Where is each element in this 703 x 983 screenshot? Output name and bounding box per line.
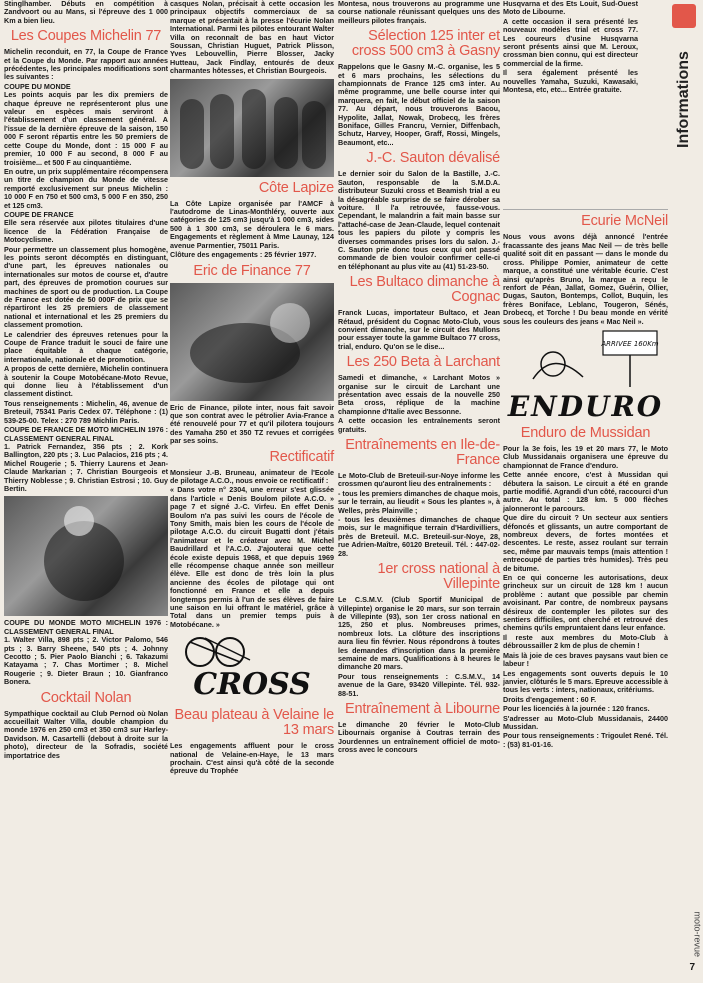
coupe-monde-label: COUPE DU MONDE — [4, 81, 71, 91]
bultaco-paragraph: Franck Lucas, importateur Bultaco, et Jean Rétaud, président du Cognac Moto-Club, vous convient dimanche, sur le circuit des Mullons pour essayer toute la gamme Bultaco 77 cross, trial, enduro. Qu'on se le dise... — [338, 308, 500, 351]
coupes-paragraph: Elle sera réservée aux pilotes titulaires d'une licence de la Fédération Française de Motocyclisme. — [4, 218, 168, 245]
mcneil-paragraph: Nous vous avons déjà annoncé l'entrée fracassante des jeans Mac Neil — de très belle qualité soit dit en passant — dans le monde du cross. Philippe Pomier, animateur de cette marque, a constitué une véritable écurie. C'est ainsi qu'après Bruno, la marque a reçu le renfort de Péan, Jallat, Gomez, Guérin, Ollier, Dugas, Sauton, Bontemps, Collot, Buquin, les frères Boniface, Leblanc, Tougeron, Sénés, Drobecq, et Torche ! Du beau monde en vérité sous les couleurs des jeans « Mac Neil ». — [503, 232, 668, 326]
libourne-heading: Entraînement à Libourne — [344, 700, 500, 717]
coupe-france-results-title: COUPE DE FRANCE DE MOTO MICHELIN 1976 : CLASSEMENT GENERAL FINAL — [4, 425, 169, 443]
sauton-paragraph: Le dernier soir du Salon de la Bastille, J.-C. Sauton, responsable de la S.M.D.A. distributeur Suzuki cross et Beamish trial a eu la désagréable surprise de se faire dérober sa voiture. Il l'a retrouvée, fausse-vous. Cependant, le malandrin a fait main basse sur l'attaché-case de Jean-Claude, lequel contenait tous les papiers du pilote y compris les diverses commandes prises lors du salon. J.-C. Sauton prie donc tous ceux qui ont passé commande de bien vouloir confirmer celle-ci en téléphonant au plus vite au (41) 51-23-50. — [338, 169, 500, 271]
bultaco-heading: Les Bultaco dimanche à Cognac — [349, 274, 500, 306]
libourne-paragraph: A cette occasion il sera présenté les nouveaux modèles trial et cross 77. Les coureurs d'usine Husqvarna seront présents ainsi que M. Leroux, crossman bien connu, qui est directeur commercial de la firme. — [503, 16, 638, 68]
mussidan-paragraph: Les engagements sont ouverts depuis le 10 janvier, clôturés le 5 mars. Epreuve accessible à tous les verts : inters, nationaux, critériums. — [503, 668, 668, 695]
coupe-monde-results: 1. Walter Villa, 898 pts ; 2. Victor Palomo, 546 pts ; 3. Barry Sheene, 540 pts ; 4. Johnny Cecotto ; 5. Pier Paolo Bianchi ; 6. Takazumi Katayama ; 7. Chas Mortimer ; 8. Michel Rougerie ; 9. Dieter Braun ; 10. Gianfranco Bonera. — [4, 635, 168, 687]
mussidan-paragraph: Pour tous renseignements : Trigoulet René. Tél. : (53) 81-01-16. — [503, 731, 668, 749]
mussidan-paragraph: Pour les licenciés à la journée : 120 francs. — [503, 704, 650, 714]
cross-cartoon — [170, 632, 334, 704]
beta-paragraph: A cette occasion les entraînements seront gratuits. — [338, 416, 500, 434]
velaine-continued: Montesa, nous trouverons au programme une course nationale réunissant quelques uns des meilleurs pilotes français. — [338, 0, 500, 25]
section-tab — [669, 30, 699, 150]
section-logo — [672, 4, 696, 28]
coupes-paragraph: Le calendrier des épreuves retenues pour la Coupe de France traduit le souci de faire une place équitable à chaque catégorie, internationale, nationale et de promotion. — [4, 329, 168, 364]
idf-paragraph: - tous les premiers dimanches de chaque mois, sur le terrain, au lieudit « Sous les plantes », à Welles, près Plainville ; — [338, 488, 500, 515]
coupes-paragraph: Michelin reconduit, en 77, la Coupe de France et la Coupe du Monde. Par rapport aux années précédentes, les principales modifications sont les suivantes : — [4, 47, 168, 82]
coupes-paragraph: Pour permettre un classement plus homogène, les points seront décomptés en distinguant, d'une part, les épreuves nationales ou internationales sur motos de course et, d'autre part, des épreuves de promotion courues sur machines de sport ou de production. La Coupe de France est dotée de 50 000F de prix que se répartiront les 25 premiers de classement national et international et les 25 premiers du classement promotion. — [4, 244, 168, 330]
libourne-paragraph: Il sera également présenté les nouvelles Yamaha, Suzuki, Kawasaki, Montesa, etc, etc... Entrée gratuite. — [503, 68, 638, 95]
idf-paragraph: Le Moto-Club de Breteuil-sur-Noye informe les crossmen qu'auront lieu des entraînements : — [338, 471, 500, 489]
velaine-heading: Beau plateau à Velaine le 13 mars — [174, 707, 334, 739]
rectificatif-paragraph: « Dans votre n° 2304, une erreur s'est glissée dans l'article « Denis Boulom pilote A.C.O. » page 7 et signé J.-C. Virfeu. En effet Denis Boulom n'a pas suivi les cours de l'école de Tony Smith, mais bien les cours de l'école de pilotage A.C.O. du circuit Bugatti dont j'étais l'animateur et le créateur avec M. Michel Baudrillard et l'A.C.O. J'ajouterai que cette école existe depuis 1968, et que depuis 1969 elle récompense chaque année son meilleur élève. Elle est donc de très loin la plus ancienne des écoles de pilotage qui ont fonctionné en France et elle a depuis longtemps permis à l'un de ses élèves de faire une saison en lui offrant le matériel, grâce à Total dans un premier temps puis à Motobécane. » — [170, 485, 334, 629]
intro-text: Stinglhamber. Débuts en compétition à Zandvoort ou au Mans, si l'épreuve des 1 000 Km a bien lieu. — [4, 0, 168, 25]
mussidan-paragraph: Que dire du circuit ? Un secteur aux sentiers défoncés et glissants, un autre comportant de nombreux devers, de fortes montées et descentes. Le reste, assez roulant sur terrain sec, même par mauvais temps (mais attention ! entrecoupé de parties très humides). Très peu de bitume. — [503, 513, 668, 573]
eric-paragraph: Eric de Finance, pilote inter, nous fait savoir que son contrat avec le pétrolier Avia-France a été renouvelé pour 77 et qu'il pilotera toujours des Yamaha 250 et 350 TZ revues et corrigées par ses soins. — [170, 402, 334, 446]
coupe-monde-results-title: COUPE DU MONDE MOTO MICHELIN 1976 : CLASSEMENT GENERAL FINAL — [4, 618, 168, 636]
libourne-paragraph: Le dimanche 20 février le Moto-Club Libournais organise à Coutras terrain des Jourdennes un entraînement officiel de moto-cross avec le concours — [338, 719, 500, 755]
cocktail-continued: casques Nolan, précisait à cette occasion les principaux objectifs commerciaux de sa marque et présentait à la presse l'écurie Nolan International. Parmi les pilotes entourant Walter Villa on reconnaît de bas en haut Victor Soussan, Christian Huguet, Patrick Plisson, Yves Lebouvellin, Pierre Blosser, Jacky Hutteau, Jack Findlay, entourés de deux charmantes hôtesses, et Christian Bourgeois. — [170, 0, 334, 76]
cocktail-paragraph: Sympathique cocktail au Club Pernod où Nolan accueillait Walter Villa, double champion du monde 1976 en 250 cm3 et 350 cm3 sur Harley-Davidson. M. Casartelli (debout à droite sur la photo), directeur de la Sofradis, société importatrice des — [4, 708, 168, 760]
arrival-illustration — [503, 329, 668, 389]
mcneil-heading: Ecurie McNeil — [581, 213, 668, 230]
cross-banner-illustration — [170, 632, 334, 704]
idf-paragraph: - tous les deuxièmes dimanches de chaque mois, sur le magnifique terrain d'Hardivilliers, près de Breteuil. M.C. Breteuil-sur-Noye, 28, rue Adrien-Maître, 60120 Breteuil. Tél. : 447-02-28. — [338, 515, 500, 558]
section-label: Informations — [675, 51, 692, 148]
coupe-france-label: COUPE DE FRANCE — [4, 209, 74, 219]
sauton-heading: J.-C. Sauton dévalisé — [366, 150, 500, 167]
arrival-sign: ARRIVEE 160Km — [601, 339, 659, 348]
page-number: 7 — [689, 962, 695, 973]
column-1 — [4, 0, 168, 983]
coupes-michelin-heading: Les Coupes Michelin 77 — [10, 28, 162, 45]
villepinte-paragraph: Le C.S.M.V. (Club Sportif Municipal de Villepinte) organise le 20 mars, sur son terrain de Villepinte (93), son 1er cross national en 125, 250 et plus. Nombreuses primes, nombreux lots. La clôture des inscriptions aura lieu fin février. Nous répondrons à toutes les demandes d'inscription dans la première semaine de mars. Qualifications à 8 heures le dimanche 20 mars. — [338, 595, 500, 672]
mussidan-paragraph: Pour la 3e fois, les 19 et 20 mars 77, le Moto Club Mussidanais organisera une épreuve du championnat de France d'enduro. — [503, 443, 668, 470]
mussidan-paragraph: Cette année encore, c'est à Mussidan qui débutera la saison. Le circuit a été en grande partie modifié. Agrandi d'un côté, raccourci d'un autre. Au total : 128 km. 5 000 flèches jalonneront le parcours. — [503, 470, 668, 513]
coupes-paragraph: A propos de cette dernière, Michelin continuera à soutenir la Coupe Motobécane-Moto Revue, qui donne lieu à l'établissement d'un classement distinct. — [4, 364, 168, 399]
coupes-paragraph: Tous renseignements : Michelin, 46, avenue de Breteuil, 75341 Paris Cedex 07. Téléphone : (1) 539-25-00. Telex : 270 789 Michlin Paris. — [4, 398, 168, 425]
column-2 — [170, 0, 334, 983]
mussidan-paragraph: En ce qui concerne les autorisations, deux grincheux sur un circuit de 128 km ! aucun problème : autant que possible par chemin avoisinant. Par contre, de nombreux paysans désireux de contempler les pilotes sur des sentiers difficiles, ont cherché et retrouvé des chemins qu'ils empruntaient dans leur enfance. — [503, 573, 668, 633]
mussidan-paragraph: Il reste aux membres du Moto-Club à débroussailler 2 km de plus de chemin ! — [503, 632, 668, 651]
mussidan-paragraph: Droits d'engagement : 60 F. — [503, 694, 597, 704]
rider-photo — [4, 496, 168, 616]
cross-banner: CROSS — [193, 667, 311, 703]
mussidan-paragraph: S'adresser au Moto-Club Mussidanais, 24400 Mussidan. — [503, 713, 668, 731]
column-3 — [338, 0, 500, 983]
enduro-banner: ENDURO — [507, 389, 664, 423]
gasny-heading: Sélection 125 inter et cross 500 cm3 à Gasny — [351, 28, 500, 60]
motorcycle-photo — [170, 283, 334, 401]
ile-de-france-heading: Entraînements en Ile-de-France — [345, 437, 500, 469]
lapize-paragraph: La Côte Lapize organisée par l'AMCF à l'autodrome de Linas-Monthléry, ouverte aux catégories de 125 cm3 jusqu'à 1 000 cm3, sides 500 à 1 300 cm3, se déroulera le 6 mars. Engagements et règlement à Mme Launay, 124 avenue Parmentier, 75011 Paris. — [170, 198, 334, 250]
velaine-paragraph: Les engagements affluent pour le cross national de Velaine-en-Haye, le 13 mars prochain. C'est ainsi qu'à côté de la seconde épreuve du Trophée — [170, 741, 334, 776]
column-4 — [503, 0, 668, 983]
mussidan-heading: Enduro de Mussidan — [520, 424, 651, 441]
lapize-paragraph: Clôture des engagements : 25 février 1977. — [170, 250, 317, 260]
rectificatif-paragraph: Monsieur J.-B. Bruneau, animateur de l'Ecole de pilotage A.C.O., nous envoie ce rectificatif : — [170, 467, 334, 485]
mussidan-paragraph: Mais là joie de ces braves paysans vaut bien ce labeur ! — [503, 650, 668, 669]
eric-de-finance-heading: Eric de Finance 77 — [193, 262, 311, 279]
libourne-continued: Husqvarna et des Ets Louit, Sud-Ouest Moto de Libourne. — [503, 0, 638, 17]
rectificatif-heading: Rectificatif — [269, 448, 334, 465]
cote-lapize-heading: Côte Lapize — [258, 179, 334, 196]
spacer — [503, 95, 668, 205]
villepinte-paragraph: Pour tous renseignements : C.S.M.V., 14 avenue de la Gare, 93420 Villepinte. Tél. 932-88-51. — [338, 671, 500, 698]
villepinte-heading: 1er cross national à Villepinte — [377, 561, 500, 593]
gasny-paragraph: Rappelons que le Gasny M.-C. organise, les 5 et 6 mars prochains, les sélections du championnats de France 125 cm3 inter. Au même programme, une belle course inter qui marquera, en fait, le début officiel de la saison 77. Au départ, nous trouverons Bacou, Hypolite, Jallat, Nowak, Drobecq, les frères Boniface, Gilles Francru, Vernier, Diffenbach, Schutz, Harvey, Hooper, Graff, Rossi, Mingels, Beaumont, etc... — [338, 62, 500, 147]
coupes-paragraph: Les points acquis par les dix premiers de chaque épreuve ne représenteront plus une valeur en espèces mais serviront à l'établissement d'un classement général. A l'issue de la dernière épreuve de la saison, 150 000 F seront répartis entre les 50 premiers de cette Coupe du Monde, dont : 15 000 F au premier, 10 000 F au second, 8 000 F au troisième... et 500 F au cinquantième. — [4, 90, 168, 167]
cocktail-nolan-heading: Cocktail Nolan — [40, 689, 132, 706]
section-divider — [503, 209, 668, 210]
group-photo — [170, 79, 334, 177]
libourne-continued-block — [503, 0, 668, 94]
beta-heading: Les 250 Beta à Larchant — [346, 354, 500, 371]
magazine-name: moto-revue — [693, 911, 703, 957]
arrival-cartoon — [503, 329, 668, 389]
coupes-paragraph: En outre, un prix supplémentaire récompensera un titre de champion du Monde de vitesse remporté exclusivement sur pneus Michelin : 10 000 F en 750 et 500 cm3, 5 000 F en 350, 250 et 125 cm3. — [4, 166, 168, 210]
beta-paragraph: Samedi et dimanche, « Larchant Motos » organise sur le circuit de Larchant une présentation avec essais de la nouvelle 250 Beta cross, réplique de la machine championne d'Italie avec Bessonne. — [338, 373, 500, 416]
coupe-france-results: 1. Patrick Fernandez, 356 pts ; 2. Kork Ballington, 220 pts ; 3. Luc Palacios, 216 pts ; 4. Michel Rougerie ; 5. Thierry Laurens et Jean-Claude Markarian ; 7. Christian Bourgeois et Thierry Noblesse ; 9. Christian Estrosi ; 10. Guy Bertin. — [4, 441, 168, 493]
